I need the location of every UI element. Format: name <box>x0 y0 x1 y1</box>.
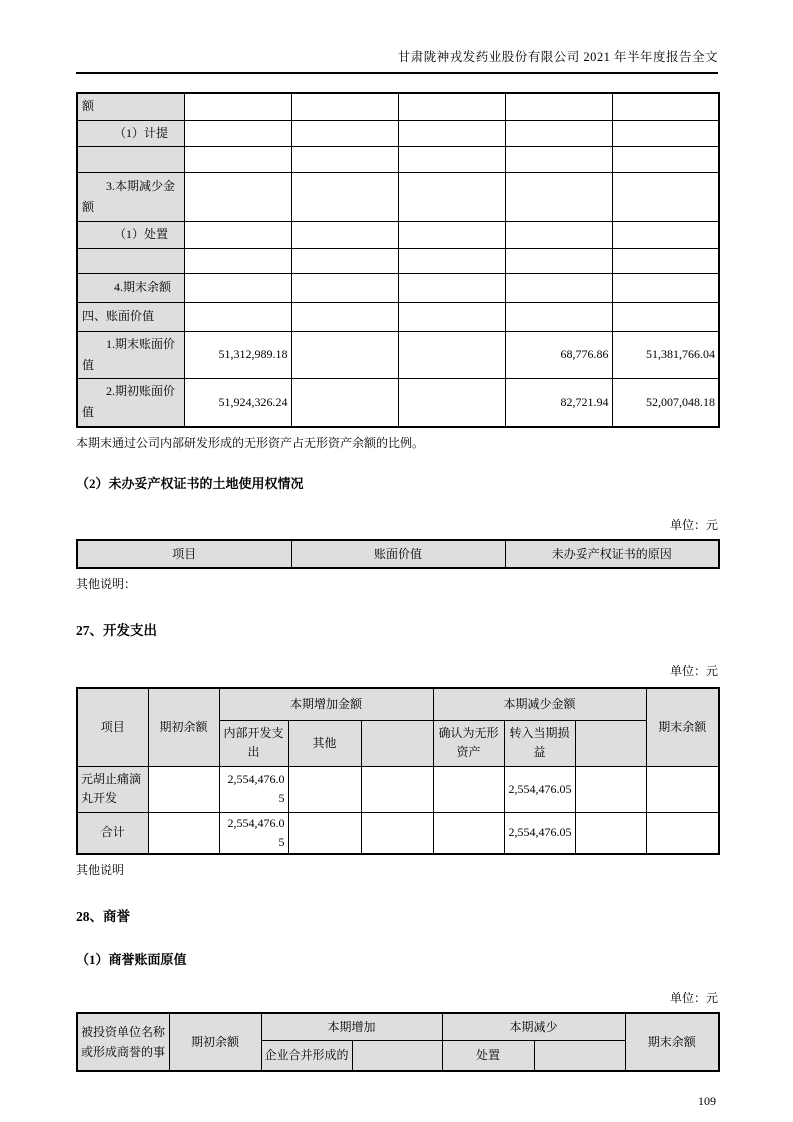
value-cell: 52,007,048.18 <box>612 378 719 427</box>
row-label-cell: （1）计提 <box>77 120 184 146</box>
column-header-book-value: 账面价值 <box>291 540 505 568</box>
unit-label: 单位：元 <box>669 990 718 1005</box>
dev-section-note: 其他说明 <box>76 862 125 877</box>
column-header-closing-balance: 期末余额 <box>625 1013 719 1071</box>
dev-section-heading: 27、开发支出 <box>76 623 157 638</box>
column-header-business-combination: 企业合并形成的 <box>261 1041 352 1071</box>
table-cell <box>505 221 612 248</box>
table-row <box>77 302 719 331</box>
value-cell: 68,776.86 <box>505 331 612 378</box>
table-row <box>77 766 719 812</box>
table-cell <box>398 221 505 248</box>
value-cell: 2,554,476.05 <box>504 766 575 812</box>
table-cell <box>291 248 398 273</box>
value-cell <box>398 378 505 427</box>
row-label-cell <box>77 248 184 273</box>
column-header-investee: 被投资单位名称或形成商誉的事 <box>77 1013 169 1071</box>
goodwill-subsection-heading: （1）商誉账面原值 <box>76 951 187 967</box>
document-header-title: 甘肃陇神戎发药业股份有限公司 2021 年半年度报告全文 <box>76 47 718 74</box>
table-cell <box>612 221 719 248</box>
table-row <box>77 172 719 221</box>
value-cell: 51,924,326.24 <box>184 378 291 427</box>
table-cell <box>612 120 719 146</box>
column-header-reason: 未办妥产权证书的原因 <box>505 540 719 568</box>
table-cell <box>291 120 398 146</box>
table-row <box>77 93 719 120</box>
table-row <box>77 273 719 302</box>
row-label-cell: 额 <box>77 93 184 120</box>
column-header-item: 项目 <box>77 688 148 766</box>
value-cell <box>575 766 646 812</box>
table-cell <box>184 221 291 248</box>
value-cell <box>646 766 719 812</box>
table-row <box>77 146 719 172</box>
table-cell <box>505 172 612 221</box>
table-cell <box>398 146 505 172</box>
value-cell: 2,554,476.05 <box>219 812 288 854</box>
table-cell <box>612 172 719 221</box>
row-label-cell: 合计 <box>77 812 148 854</box>
table-cell <box>291 146 398 172</box>
table-cell <box>612 146 719 172</box>
table-row <box>77 248 719 273</box>
column-group-decrease: 本期减少金额 <box>433 688 646 720</box>
row-label-cell: 3.本期减少金额 <box>77 172 184 221</box>
column-header-opening-balance: 期初余额 <box>169 1013 261 1071</box>
table-row <box>77 378 719 427</box>
table-header-row <box>77 1013 719 1041</box>
value-cell: 2,554,476.05 <box>219 766 288 812</box>
development-expenditure-table <box>76 687 720 855</box>
table-cell <box>184 120 291 146</box>
table-header-row <box>77 540 719 568</box>
table-cell <box>505 120 612 146</box>
table-cell <box>505 93 612 120</box>
column-header-recognized-intangible: 确认为无形资产 <box>433 720 504 766</box>
table-cell <box>291 221 398 248</box>
column-group-increase: 本期增加金额 <box>219 688 433 720</box>
row-label-cell: 四、账面价值 <box>77 302 184 331</box>
table-cell <box>291 93 398 120</box>
goodwill-section-heading: 28、商誉 <box>76 908 130 924</box>
row-label-cell: 4.期末余额 <box>77 273 184 302</box>
table-cell <box>612 273 719 302</box>
table-row <box>77 331 719 378</box>
table-cell <box>398 120 505 146</box>
column-header-internal-dev: 内部开发支出 <box>219 720 288 766</box>
row-label-cell: 1.期末账面价值 <box>77 331 184 378</box>
table-cell <box>184 146 291 172</box>
value-cell <box>361 766 433 812</box>
value-cell: 82,721.94 <box>505 378 612 427</box>
column-header-blank <box>534 1041 625 1071</box>
value-cell <box>291 331 398 378</box>
table-cell <box>184 302 291 331</box>
value-cell <box>433 766 504 812</box>
column-header-disposal: 处置 <box>442 1041 534 1071</box>
table-cell <box>505 146 612 172</box>
value-cell <box>398 331 505 378</box>
table-cell <box>505 302 612 331</box>
table-row <box>77 120 719 146</box>
column-group-decrease: 本期减少 <box>442 1013 625 1041</box>
column-group-increase: 本期增加 <box>261 1013 442 1041</box>
value-cell: 51,312,989.18 <box>184 331 291 378</box>
value-cell <box>646 812 719 854</box>
table-cell <box>398 93 505 120</box>
table-cell <box>612 93 719 120</box>
page-number: 109 <box>698 1093 716 1108</box>
table-cell <box>612 248 719 273</box>
row-label-cell: 2.期初账面价值 <box>77 378 184 427</box>
table-cell <box>291 172 398 221</box>
column-header-opening-balance: 期初余额 <box>148 688 219 766</box>
value-cell: 51,381,766.04 <box>612 331 719 378</box>
column-header-blank <box>361 720 433 766</box>
table-cell <box>398 302 505 331</box>
table-cell <box>184 273 291 302</box>
land-section-note: 其他说明： <box>76 577 137 591</box>
value-cell <box>433 812 504 854</box>
value-cell <box>288 812 361 854</box>
table-cell <box>505 273 612 302</box>
unit-label: 单位：元 <box>669 664 718 678</box>
goodwill-original-value-table <box>76 1012 720 1072</box>
land-section-heading: （2）未办妥产权证书的土地使用权情况 <box>76 476 304 491</box>
value-cell <box>575 812 646 854</box>
land-use-rights-table <box>76 539 720 569</box>
row-label-cell: 元胡止痛滴丸开发 <box>77 766 148 812</box>
column-header-blank <box>575 720 646 766</box>
table-cell <box>505 248 612 273</box>
value-cell <box>148 812 219 854</box>
table-cell <box>398 248 505 273</box>
table-cell <box>398 172 505 221</box>
value-cell <box>361 812 433 854</box>
value-cell <box>148 766 219 812</box>
table-header-row <box>77 688 719 720</box>
table-row <box>77 221 719 248</box>
table-cell <box>291 273 398 302</box>
value-cell <box>291 378 398 427</box>
row-label-cell: （1）处置 <box>77 221 184 248</box>
value-cell <box>288 766 361 812</box>
table-cell <box>184 93 291 120</box>
intangible-assets-movement-table <box>76 92 720 428</box>
unit-label: 单位：元 <box>669 518 718 532</box>
table-cell <box>184 172 291 221</box>
value-cell: 2,554,476.05 <box>504 812 575 854</box>
column-header-transferred-pl: 转入当期损益 <box>504 720 575 766</box>
row-label-cell <box>77 146 184 172</box>
table-cell <box>612 302 719 331</box>
table-cell <box>184 248 291 273</box>
table-row <box>77 812 719 854</box>
table-cell <box>398 273 505 302</box>
column-header-blank <box>352 1041 442 1071</box>
table-cell <box>291 302 398 331</box>
column-header-item: 项目 <box>77 540 291 568</box>
column-header-closing-balance: 期末余额 <box>646 688 719 766</box>
intangible-assets-note: 本期末通过公司内部研发形成的无形资产占无形资产余额的比例。 <box>76 436 425 450</box>
column-header-other: 其他 <box>288 720 361 766</box>
